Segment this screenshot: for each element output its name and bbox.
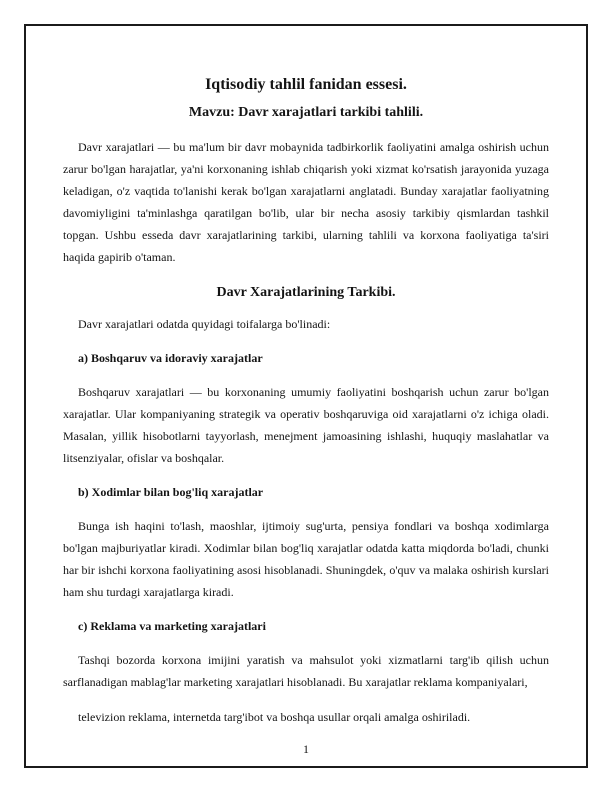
subsection-a-body: Boshqaruv xarajatlari — bu korxonaning umumiy faoliyatini boshqarish uchun zarur bo'lgan xarajatlar. Ular kompaniyaning strategik va operativ boshqaruviga oid xarajatlarni o'z ichiga oladi. Masalan, yillik hisobotlarni tayyorlash, menejment jamoasining ishlashi, huquqiy maslahatlar va litsenziyalar, ofislar va boshqalar. xyxy=(63,385,549,465)
closing-paragraph: televizion reklama, internetda targ'ibot va boshqa usullar orqali amalga oshiriladi. xyxy=(78,710,471,724)
subsection-b-heading: b) Xodimlar bilan bog'liq xarajatlar xyxy=(78,485,264,499)
page-number: 1 xyxy=(303,742,309,756)
subsection-c-body: Tashqi bozorda korxona imijini yaratish va mahsulot yoki xizmatlarni targ'ib qilish uchun sarflanadigan mablag'lar marketing xarajatlari hisoblanadi. Bu xarajatlar reklama kompaniyalari, xyxy=(63,653,549,689)
subsection-b-body: Bunga ish haqini to'lash, maoshlar, ijtimoiy sug'urta, pensiya fondlari va boshqa xodimlarga bo'lgan majburiyatlar kiradi. Xodimlar bilan bog'liq xarajatlar odatda katta miqdorda bo'ladi, chunki har bir ishchi korxona faoliyatining asosi hisoblanadi. Shuningdek, o'quv va malaka oshirish kurslari ham shu turdagi xarajatlarga kiradi. xyxy=(63,519,549,599)
section-heading: Davr Xarajatlarining Tarkibi. xyxy=(216,285,396,300)
essay-content xyxy=(63,75,549,736)
section-lead: Davr xarajatlari odatda quyidagi toifalarga bo'linadi: xyxy=(78,317,331,331)
subsection-a-heading: a) Boshqaruv va idoraviy xarajatlar xyxy=(78,351,263,365)
essay-title: Iqtisodiy tahlil fanidan essesi. xyxy=(205,76,407,93)
page-border-frame xyxy=(24,24,588,768)
intro-paragraph: Davr xarajatlari — bu ma'lum bir davr mobaynida tadbirkorlik faoliyatini amalga oshirish uchun zarur bo'lgan harajatlar, ya'ni korxonaning ishlab chiqarish yoki xizmat ko'rsatish jarayonida yuzaga keladigan, o'z vaqtida to'lanishi kerak bo'lgan xarajatlarni anglatadi. Bunday xarajatlar faoliyatning davomiyligini ta'minlashga qaratilgan bo'lib, ular bir necha asosiy tarkibiy qismlardan tashkil topgan. Ushbu esseda davr xarajatlarining tarkibi, ularning tahlili va korxona faoliyatiga ta'siri haqida gapirib o'taman. xyxy=(63,140,549,264)
essay-subtitle: Mavzu: Davr xarajatlari tarkibi tahlili. xyxy=(188,105,424,120)
subsection-c-heading: c) Reklama va marketing xarajatlari xyxy=(78,619,266,633)
